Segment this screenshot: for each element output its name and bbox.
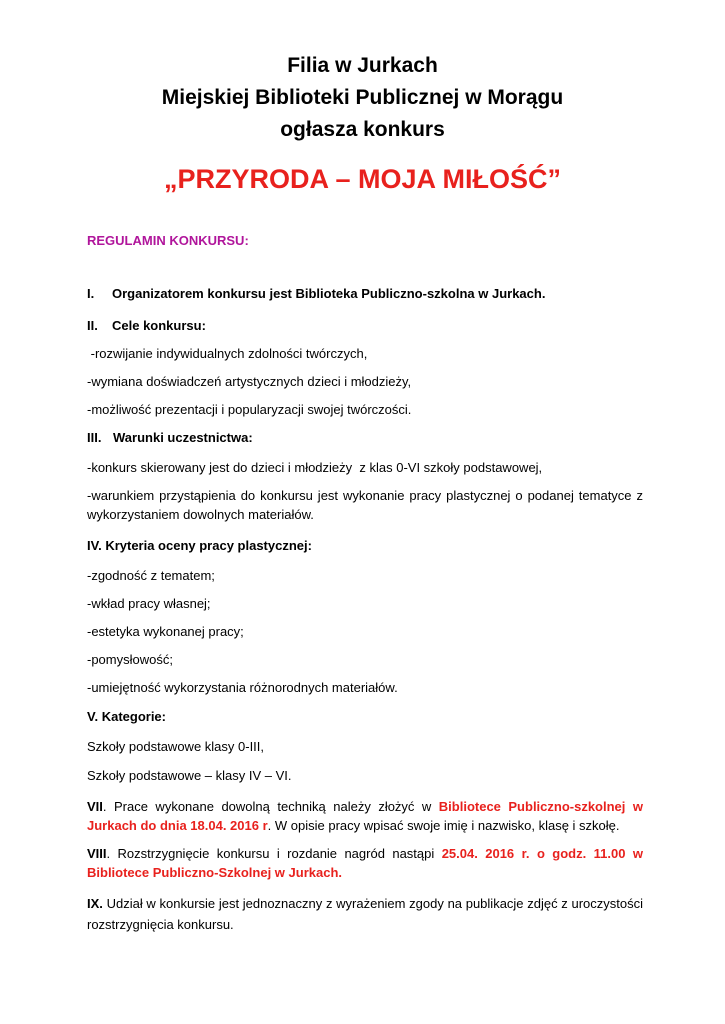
- section-8: [87, 844, 643, 882]
- section-7-text-2: . W opisie pracy wpisać swoje imię i nazwisko, klasę i szkołę.: [267, 818, 620, 833]
- section-2-item-2: -wymiana doświadczeń artystycznych dzieci i młodzieży,: [87, 374, 412, 389]
- section-1: [87, 284, 643, 304]
- section-3-item-2: -warunkiem przystąpienia do konkursu jest wykonanie pracy plastycznej o podanej tematyce z wykorzystaniem dowolnych materiałów.: [87, 488, 643, 522]
- section-1-number: I.: [87, 286, 95, 301]
- header-line-2: Miejskiej Biblioteki Publicznej w Morągu: [161, 86, 564, 109]
- section-4-item-2: -wkład pracy własnej;: [87, 596, 211, 611]
- section-3-heading: [87, 428, 643, 448]
- section-7-number: VII: [87, 799, 103, 814]
- section-1-text: Organizatorem konkursu jest Biblioteka Publiczno-szkolna w Jurkach.: [112, 286, 546, 301]
- section-8-number: VIII: [87, 846, 107, 861]
- section-9-number: IX.: [87, 896, 103, 911]
- header-line-3: ogłasza konkurs: [280, 118, 445, 141]
- section-4-item-4: -pomysłowość;: [87, 652, 173, 667]
- section-4-heading: IV. Kryteria oceny pracy plastycznej:: [87, 538, 312, 553]
- section-8-date: 25.04. 2016 r. o godz. 11.00 w Bibliotece Publiczno-Szkolnej w Jurkach.: [87, 846, 643, 880]
- section-2-title: Cele konkursu:: [112, 318, 206, 333]
- section-2-number: II.: [87, 318, 98, 333]
- contest-title: „PRZYRODA – MOJA MIŁOŚĆ”: [163, 164, 562, 194]
- section-5-item-1: Szkoły podstawowe klasy 0-III,: [87, 739, 265, 754]
- section-2-item-3: -możliwość prezentacji i popularyzacji swojej twórczości.: [87, 402, 412, 417]
- section-9-text: Udział w konkursie jest jednoznaczny z wyrażeniem zgody na publikacje zdjęć z uroczystości rozstrzygnięcia konkursu.: [87, 896, 643, 932]
- section-9: [87, 893, 643, 935]
- section-4-item-3: -estetyka wykonanej pracy;: [87, 624, 244, 639]
- section-3-item-1: -konkurs skierowany jest do dzieci i młodzieży z klas 0-VI szkoły podstawowej,: [87, 460, 543, 475]
- section-4-item-5: -umiejętność wykorzystania różnorodnych materiałów.: [87, 680, 398, 695]
- section-7-deadline: Bibliotece Publiczno-szkolnej w Jurkach do dnia 18.04. 2016 r: [87, 799, 643, 833]
- section-7-text-1: . Prace wykonane dowolną techniką należy złożyć w: [102, 799, 439, 814]
- section-3-title: Warunki uczestnictwa:: [113, 430, 253, 445]
- section-2-heading: [87, 316, 643, 336]
- section-5-item-2: Szkoły podstawowe – klasy IV – VI.: [87, 768, 292, 783]
- section-3-number: III.: [87, 430, 102, 445]
- header-line-1: Filia w Jurkach: [287, 54, 438, 77]
- section-4-item-1: -zgodność z tematem;: [87, 568, 215, 583]
- regulations-heading: REGULAMIN KONKURSU:: [87, 233, 249, 248]
- section-5-heading: V. Kategorie:: [87, 709, 166, 724]
- section-7: [87, 797, 643, 835]
- section-2-item-1: -rozwijanie indywidualnych zdolności twórczych,: [87, 346, 368, 361]
- section-8-text-1: . Rozstrzygnięcie konkursu i rozdanie nagród nastąpi: [106, 846, 442, 861]
